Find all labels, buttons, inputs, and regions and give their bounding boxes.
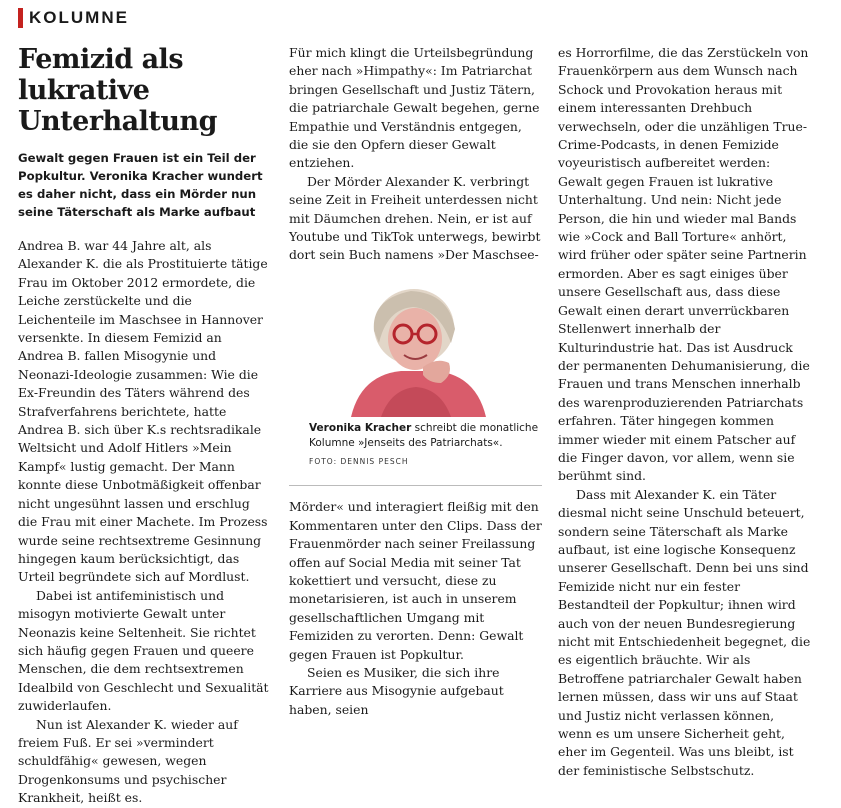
paragraph: Mörder« und interagiert fleißig mit den Kommentaren unter den Clips. Dass der Frauenmörder nach seiner Freilassung offen auf Social Media mit seiner Tat kokettiert und versucht, diese zu monetarisieren, ist auch in unserem gesellschaftlichen Umgang mit Femiziden zu verorten. Denn: Gewalt gegen Frauen ist Popkultur. xyxy=(289,499,542,662)
photo-credit: FOTO: DENNIS PESCH xyxy=(309,456,409,466)
kicker-accent-bar xyxy=(18,8,23,28)
paragraph: Nun ist Alexander K. wieder auf freiem Fuß. Er sei »vermindert schuldfähig« gewesen, wegen Drogenkonsums und psychischer Krankheit, heißt es. xyxy=(18,716,238,806)
column-1 xyxy=(18,44,271,808)
photo-caption xyxy=(309,421,542,451)
article-lead: Gewalt gegen Frauen ist ein Teil der Popkultur. Veronika Kracher wundert es daher nicht, dass ein Mörder nun seine Täterschaft als Marke aufbaut xyxy=(18,151,263,219)
paragraph: Seien es Musiker, die sich ihre Karriere aus Misogynie aufgebaut haben, seien xyxy=(289,664,504,717)
paragraph: Andrea B. war 44 Jahre alt, als Alexander K. die als Prostituierte tätige Frau im Oktober 2012 ermordete, die Leiche zerstückelte und die Leichenteile im Maschsee in Hannover versenkte. In diesem Femizid an Andrea B. fallen Misogynie und Neonazi-Ideologie zusammen: Wie die Ex-Freundin des Täters während des Strafverfahrens berichtete, hatte Andrea B. sich über K.s rechtsradikale Weltsicht und Adolf Hitlers »Mein Kampf« lustig gemacht. Der Mann konnte diese Unbotmäßigkeit offenbar nicht ungesühnt lassen und erschlug die Frau mit einer Machete. Im Prozess wurde seine rechtsextreme Gesinnung hingegen kaum berücksichtigt, das Urteil begründete sich auf Mordlust. xyxy=(18,238,268,585)
column-3 xyxy=(558,44,811,780)
kicker-label: KOLUMNE xyxy=(29,8,129,27)
caption-text: schreibt die monatliche Kolumne »Jenseits des Patriarchats«. xyxy=(309,421,539,449)
column-2 xyxy=(289,44,542,719)
paragraph: Dabei ist antifeministisch und misogyn motivierte Gewalt unter Neonazis keine Seltenheit. Sie richtet sich häufig gegen Frauen und queere Menschen, die dem rechtsextremen Idealbild von Geschlecht und Sexualität zuwiderlaufen. xyxy=(18,587,269,714)
author-portrait-photo xyxy=(341,279,491,417)
paragraph: es Horrorfilme, die das Zerstückeln von Frauenkörpern aus dem Wunsch nach Schock und Provokation heraus mit einem interessanten Drehbuch verwechseln, oder die unzähligen True-Crime-Podcasts, in denen Femizide voyeuristisch aufbereitet werden: Gewalt gegen Frauen ist lukrative Unterhaltung. Und nein: Nicht jede Person, die hin und wieder mal Bands wie »Cock and Ball Torture« anhört, wird früher oder später seine Partnerin ermorden. Aber es sagt einiges über unsere Gesellschaft aus, dass diese Gewalt einen derart unverrückbaren Stellenwert innerhalb der Kulturindustrie hat. Das ist Ausdruck der permanenten Dehumanisierung, die Frauen und trans Menschen innerhalb des warenproduzierenden Patriarchats erfahren. Täter hingegen kommen immer wieder mit einem Patscher auf die Finger davon, vor allem, wenn sie berühmt sind. xyxy=(558,45,810,484)
paragraph: Dass mit Alexander K. ein Täter diesmal nicht seine Unschuld beteuert, sondern seine Täterschaft als Marke aufbaut, ist eine logische Konsequenz unserer Gesellschaft. Denn bei uns sind Femizide nicht nur ein fester Bestandteil der Popkultur; ihnen wird auch von der neuen Bundesregierung nicht mit Entschiedenheit begegnet, die es eigentlich bräuchte. Wir als Betroffene patriarchaler Gewalt haben lernen müssen, dass wir uns auf Staat und Justiz nicht verlassen können, wenn es um unsere Sicherheit geht, eher im Gegenteil. Was uns bleibt, ist der feministische Selbstschutz. xyxy=(558,486,811,778)
caption-author-name: Veronika Kracher xyxy=(309,421,412,434)
author-photo-block xyxy=(289,279,542,486)
paragraph: Für mich klingt die Urteilsbegründung eher nach »Himpathy«: Im Patriarchat bringen Gesellschaft und Justiz Tätern, die patriarchale Gewalt begehen, gerne Empathie und Verständnis entgegen, die sie den Opfern dieser Gewalt entziehen. xyxy=(289,45,540,171)
caption-divider xyxy=(289,485,542,486)
section-kicker xyxy=(18,8,129,28)
paragraph: Der Mörder Alexander K. verbringt seine Zeit in Freiheit unterdessen nicht mit Däumchen drehen. Nein, er ist auf Youtube und TikTok unterwegs, bewirbt dort sein Buch namens »Der Maschsee- xyxy=(289,173,541,263)
article-headline: Femizid als lukrative Unterhaltung xyxy=(18,44,218,137)
